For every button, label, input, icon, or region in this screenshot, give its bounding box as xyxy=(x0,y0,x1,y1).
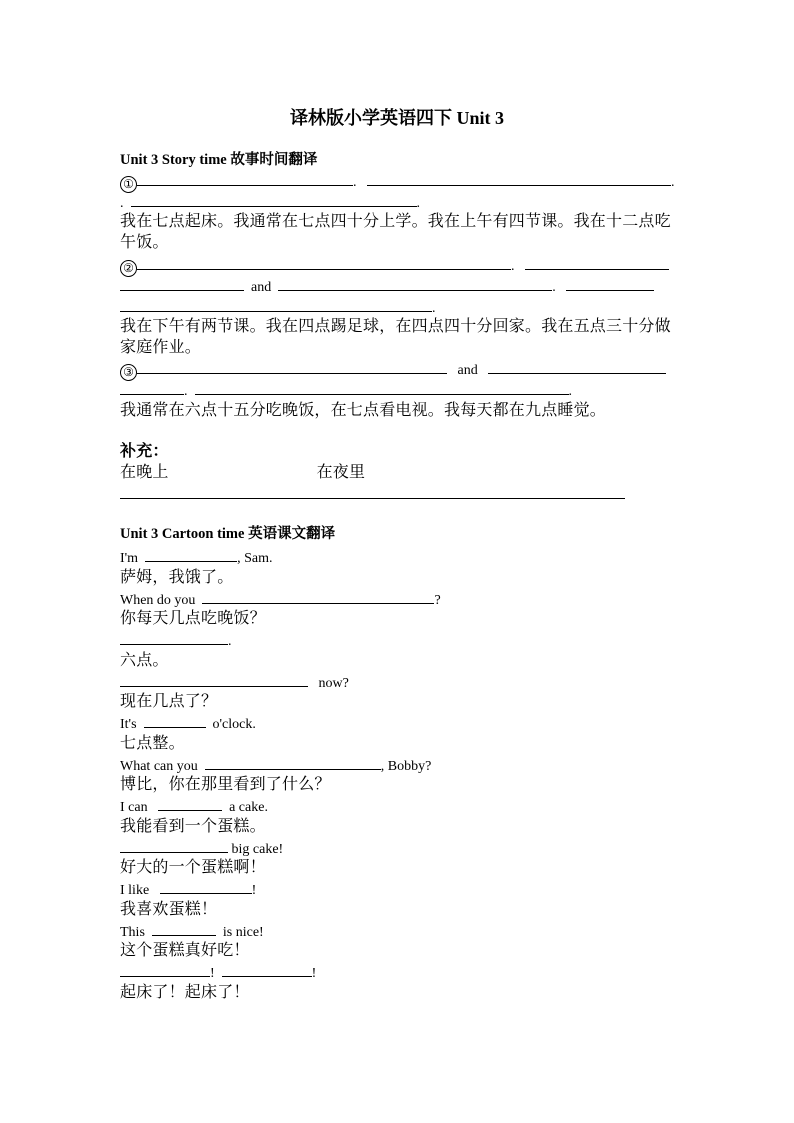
blank[interactable] xyxy=(222,963,312,977)
cartoon-translation: 萨姆，我饿了。 xyxy=(120,567,234,586)
blank[interactable] xyxy=(160,880,252,894)
cartoon-translation: 现在几点了？ xyxy=(120,691,218,710)
story-line-1: ① . . xyxy=(120,172,680,193)
blank[interactable] xyxy=(202,590,434,604)
line-text: ! xyxy=(210,966,215,981)
cartoon-line xyxy=(120,631,680,651)
line-text: a cake. xyxy=(229,800,268,815)
blank[interactable] xyxy=(566,277,654,291)
line-text: What can you xyxy=(120,759,198,774)
story-heading: Unit 3 Story time 故事时间翻译 xyxy=(120,152,318,168)
story-paragraph-2: 我在下午有两节课。我在四点踢足球，在四点四十分回家。我在五点三十分做家庭作业。 xyxy=(120,316,671,356)
line-text: now? xyxy=(318,676,349,691)
line-text: is nice! xyxy=(222,925,264,940)
blank[interactable] xyxy=(120,381,184,395)
cartoon-line xyxy=(120,963,680,983)
blank[interactable] xyxy=(120,298,432,312)
line-text: ? xyxy=(434,593,441,608)
circle-number-1: ① xyxy=(120,176,137,193)
circle-number-2: ② xyxy=(120,260,137,277)
blank[interactable] xyxy=(488,360,666,374)
cartoon-heading: Unit 3 Cartoon time 英语课文翻译 xyxy=(120,526,336,542)
circle-number-3: ③ xyxy=(120,364,137,381)
line-text: This xyxy=(120,925,145,940)
line-text: big cake! xyxy=(231,842,284,857)
line-text: , Sam. xyxy=(237,551,273,566)
answer-line[interactable] xyxy=(120,498,625,499)
story-paragraph-1: 我在七点起床。我通常在七点四十分上学。我在上午有四节课。我在十二点吃午饭。 xyxy=(120,211,671,251)
line-text: o'clock. xyxy=(212,717,256,732)
cartoon-line xyxy=(120,548,680,568)
line-text: I'm xyxy=(120,551,139,566)
story-line-3b: . . xyxy=(120,381,680,401)
cartoon-line xyxy=(120,714,680,734)
line-text: It's xyxy=(120,717,137,732)
cartoon-translation: 你每天几点吃晚饭？ xyxy=(120,608,266,627)
supplement-item: 在晚上 xyxy=(120,462,169,481)
blank[interactable] xyxy=(158,797,222,811)
supplement-heading: 补充： xyxy=(120,441,169,460)
blank[interactable] xyxy=(120,631,228,645)
cartoon-translation: 我喜欢蛋糕！ xyxy=(120,899,218,918)
blank[interactable] xyxy=(152,922,216,936)
blank[interactable] xyxy=(131,193,417,207)
blank[interactable] xyxy=(525,256,669,270)
line-text: . xyxy=(228,634,232,649)
blank[interactable] xyxy=(137,360,447,374)
cartoon-line xyxy=(120,880,680,900)
blank[interactable] xyxy=(120,839,228,853)
cartoon-translation: 博比，你在那里看到了什么？ xyxy=(120,774,331,793)
line-text: ! xyxy=(251,883,257,898)
cartoon-translation: 我能看到一个蛋糕。 xyxy=(120,816,266,835)
blank[interactable] xyxy=(120,963,210,977)
cartoon-translation: 起床了！起床了！ xyxy=(120,982,250,1001)
story-paragraph-3: 我通常在六点十五分吃晚饭，在七点看电视。我每天都在九点睡觉。 xyxy=(120,400,607,419)
line-text: When do you xyxy=(120,593,196,608)
cartoon-translation: 好大的一个蛋糕啊！ xyxy=(120,857,266,876)
story-line-1b: . . xyxy=(120,193,680,213)
supplement-items xyxy=(120,461,680,482)
blank[interactable] xyxy=(195,381,569,395)
line-text: I can xyxy=(120,800,148,815)
blank[interactable] xyxy=(205,756,381,770)
supplement-item: 在夜里 xyxy=(316,462,366,481)
and-label: and xyxy=(457,363,478,378)
story-line-3 xyxy=(120,360,680,381)
line-text: ! xyxy=(311,966,317,981)
cartoon-translation: 六点。 xyxy=(120,650,169,669)
and-label: and xyxy=(251,280,272,295)
cartoon-translation: 七点整。 xyxy=(120,733,185,752)
story-line-2: ② . xyxy=(120,256,680,277)
cartoon-line xyxy=(120,797,680,817)
blank[interactable] xyxy=(145,548,237,562)
blank[interactable] xyxy=(144,714,206,728)
blank[interactable] xyxy=(137,172,353,186)
page-title: 译林版小学英语四下 Unit 3 xyxy=(289,108,504,128)
story-line-2c: . xyxy=(120,298,680,318)
cartoon-translation: 这个蛋糕真好吃！ xyxy=(120,940,250,959)
line-text: I like xyxy=(120,883,150,898)
blank[interactable] xyxy=(278,277,552,291)
story-line-2b: and . xyxy=(120,277,680,297)
blank[interactable] xyxy=(120,277,244,291)
blank[interactable] xyxy=(120,673,308,687)
line-text: , Bobby? xyxy=(380,759,432,774)
blank[interactable] xyxy=(367,172,671,186)
blank[interactable] xyxy=(137,256,511,270)
